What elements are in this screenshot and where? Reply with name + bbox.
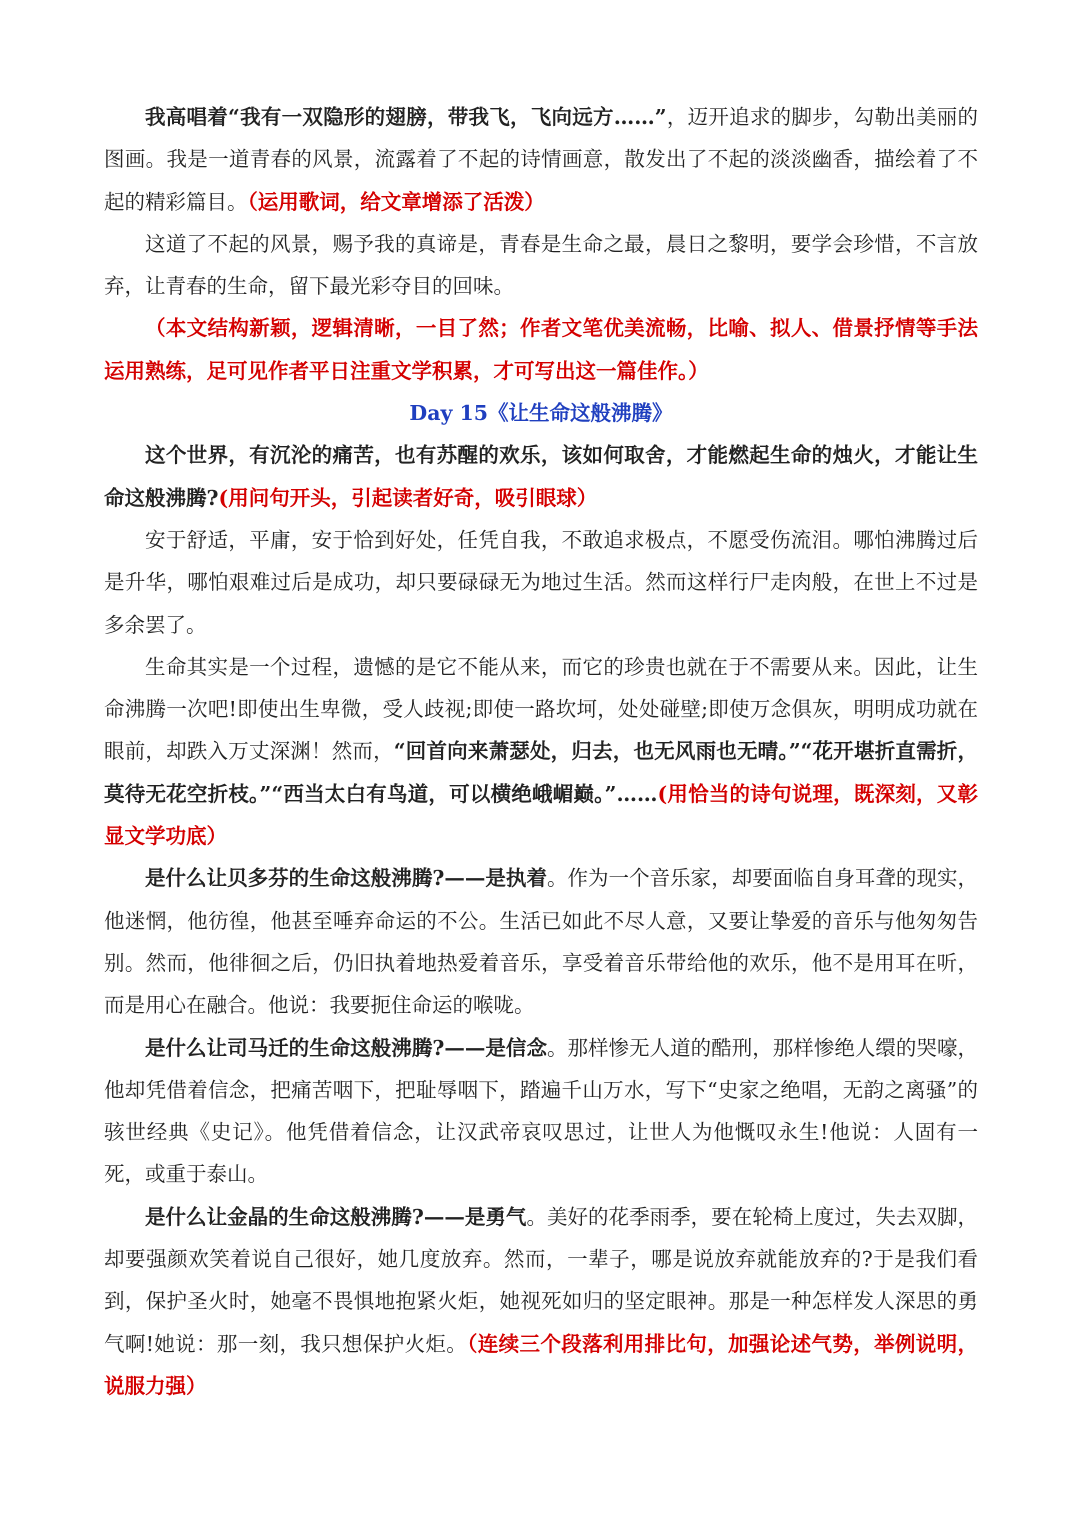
opening-comment: (用问句开头，引起读者好奇，吸引眼球）: [218, 485, 598, 510]
song-comment: （运用歌词，给文章增添了活泼）: [247, 189, 545, 214]
poem-quotes: “回首向来萧瑟处，归去，也无风雨也无晴。”“花开堪折直需折，莫待无花空折枝。”“西当太白有鸟道，可以横绝峨嵋巅。”……: [104, 739, 979, 806]
poem-comment: (用恰当的诗句说理，既深刻，又彰显文学功底）: [104, 781, 978, 849]
paragraph-mediocrity: [104, 519, 978, 646]
mediocrity-body: 安于舒适，平庸，安于恰到好处，任凭自我，不敢追求极点，不愿受伤流泪。哪怕沸腾过后是升华，哪怕艰难过后是成功，却只要碌碌无为地过生活。然而这样行尸走肉般，在世上不过是多余罢了。: [104, 527, 978, 637]
beethoven-lead: 是什么让贝多芬的生命这般沸腾?——是执着: [145, 866, 547, 891]
beethoven-body: 。作为一个音乐家，却要面临自身耳聋的现实，他迷惘，他彷徨，他甚至唾弃命运的不公。生活已如此不尽人意，又要让挚爱的音乐与他匆匆告别。然而，他徘徊之后，仍旧执着地热爱着音乐，享受着音乐带给他的欢乐，他不是用耳在听，而是用心在融合。他说：我要扼住命运的喉咙。: [104, 866, 979, 1018]
paragraph-process: [104, 646, 978, 857]
song-quote: 我高唱着“我有一双隐形的翅膀，带我飞，飞向远方……”: [145, 105, 667, 129]
paragraph-song: [104, 96, 978, 223]
jin-jing-lead: 是什么让金晶的生命这般沸腾?——是勇气: [145, 1204, 527, 1229]
paragraph-summary-comment: [104, 307, 978, 392]
paragraph-beethoven: [104, 857, 978, 1026]
sima-qian-body: 。那样惨无人道的酷刑，那样惨绝人缳的哭嚎，他却凭借着信念，把痛苦咽下，把耻辱咽下，踏遍千山万水，写下“史家之绝唱，无韵之离骚”的骇世经典《史记》。他凭借着信念，让汉武帝哀叹思过，让世人为他慨叹永生!他说：人固有一死，或重于泰山。: [104, 1035, 979, 1187]
essay-title: Day 15《让生命这般沸腾》: [409, 401, 673, 426]
paragraph-sima-qian: [104, 1027, 978, 1196]
opening-question: 这个世界，有沉沦的痛苦，也有苏醒的欢乐，该如何取舍，才能燃起生命的烛火，才能让生命这般沸腾?: [104, 443, 978, 510]
jin-jing-body: 。美好的花季雨季，要在轮椅上度过，失去双脚，却要强颜欢笑着说自己很好，她几度放弃。然而，一辈子，哪是说放弃就能放弃的?于是我们看到，保护圣火时，她毫不畏惧地抱紧火炬，她视死如归的坚定眼神。那是一种怎样发人深思的勇气啊!她说：那一刻，我只想保护火炬。: [104, 1204, 978, 1356]
parallelism-comment: （连续三个段落利用排比句，加强论述气势，举例说明，说服力强）: [104, 1331, 978, 1398]
summary-comment: （本文结构新颖，逻辑清晰，一目了然；作者文笔优美流畅，比喻、拟人、借景抒情等手法运用熟练，足可见作者平日注重文学积累，才可写出这一篇佳作。）: [104, 316, 978, 383]
sima-qian-lead: 是什么让司马迁的生命这般沸腾?——是信念: [145, 1035, 547, 1060]
paragraph-truth: [104, 223, 978, 308]
paragraph-jin-jing: [104, 1196, 978, 1407]
document-page: [104, 96, 978, 1407]
process-body: 生命其实是一个过程，遗憾的是它不能从来，而它的珍贵也就在于不需要从来。因此，让生命沸腾一次吧!即使出生卑微，受人歧视;即使一路坎坷，处处碰壁;即使万念俱灰，明明成功就在眼前，却跌入万丈深渊！然而，: [104, 654, 978, 764]
paragraph-opening: [104, 434, 978, 519]
song-body: ，迈开追求的脚步，勾勒出美丽的图画。我是一道青春的风景，流露着了不起的诗情画意，散发出了不起的淡淡幽香，描绘着了不起的精彩篇目。: [104, 105, 978, 214]
truth-body: 这道了不起的风景，赐予我的真谛是，青春是生命之最，晨日之黎明，要学会珍惜，不言放弃，让青春的生命，留下最光彩夺目的回味。: [104, 231, 978, 299]
